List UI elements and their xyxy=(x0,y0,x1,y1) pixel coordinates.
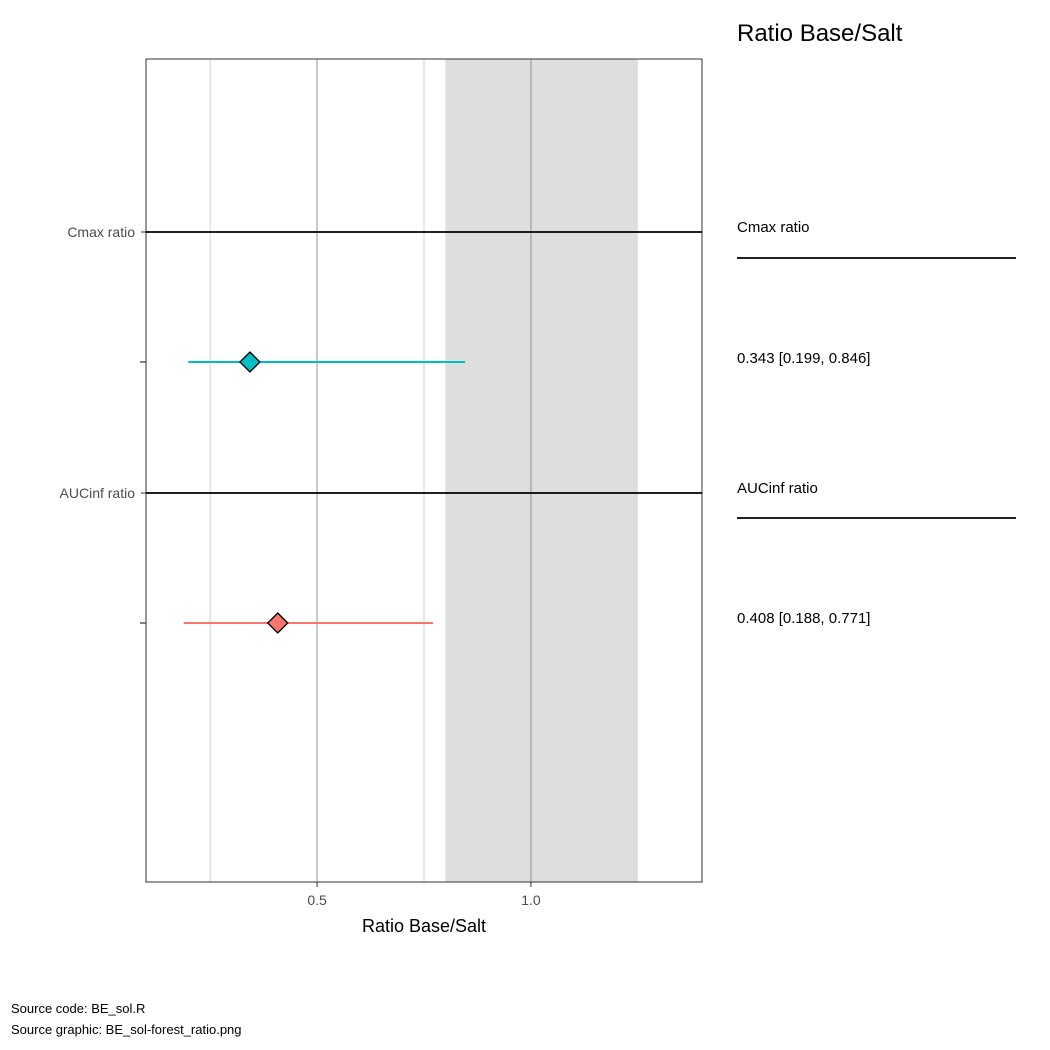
point-estimate-cmax xyxy=(240,352,260,372)
table-group-label-cmax: Cmax ratio xyxy=(737,219,810,236)
acceptance-band xyxy=(445,59,637,882)
x-tick-label: 0.5 xyxy=(307,892,327,908)
y-label-cmax: Cmax ratio xyxy=(67,224,135,240)
source-code-note: Source code: BE_sol.R xyxy=(11,1001,146,1016)
table-group-label-aucinf: AUCinf ratio xyxy=(737,480,818,497)
y-label-aucinf: AUCinf ratio xyxy=(59,485,135,501)
x-axis-title: Ratio Base/Salt xyxy=(361,916,487,936)
x-tick-label: 1.0 xyxy=(521,892,541,908)
point-estimate-aucinf xyxy=(268,613,288,633)
table-value-aucinf: 0.408 [0.188, 0.771] xyxy=(737,610,871,627)
table-value-cmax: 0.343 [0.199, 0.846] xyxy=(737,350,871,367)
source-graphic-note: Source graphic: BE_sol-forest_ratio.png xyxy=(11,1022,242,1037)
table-title: Ratio Base/Salt xyxy=(737,20,903,47)
